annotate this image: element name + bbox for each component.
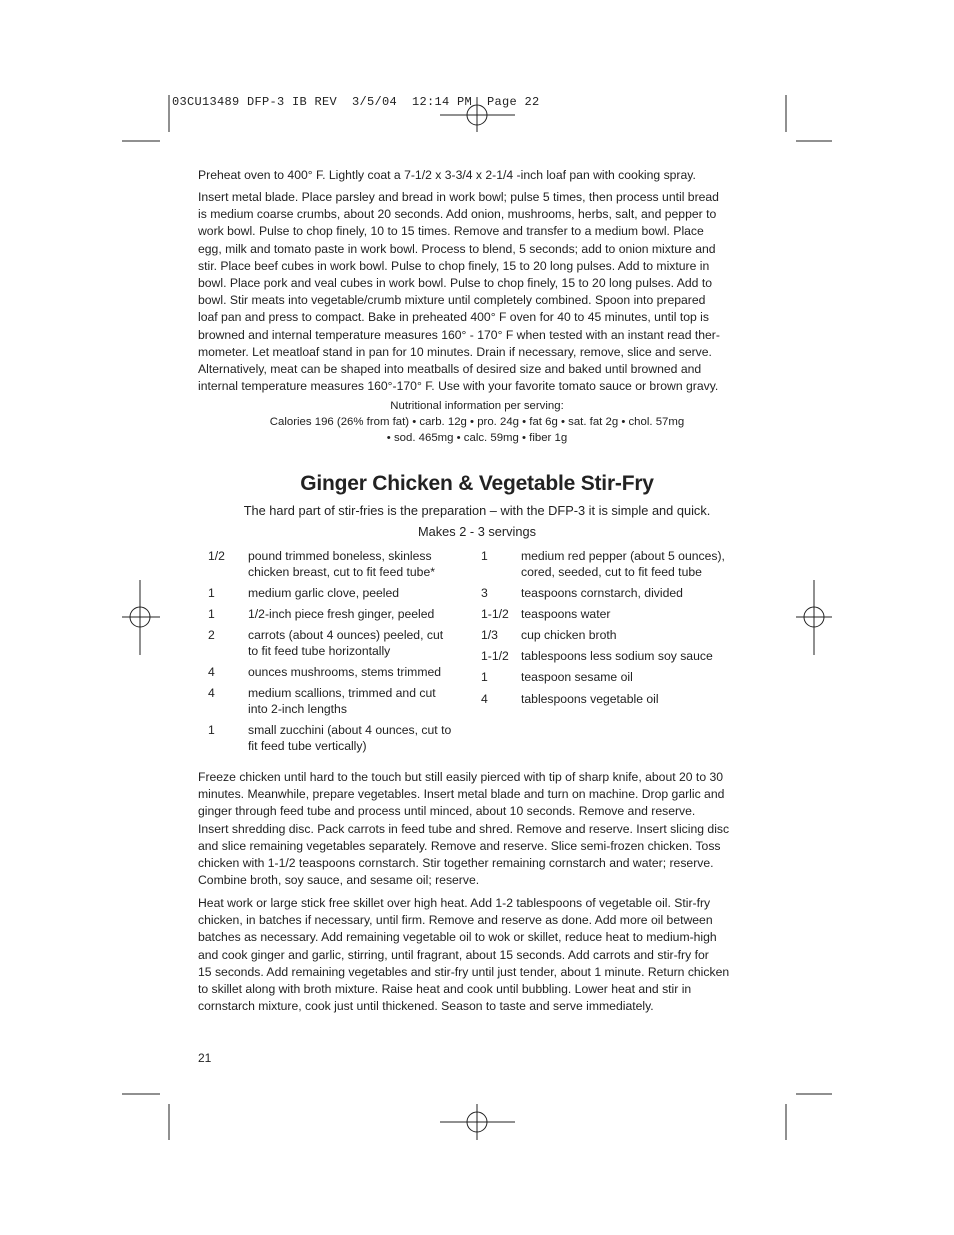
text-line: Freeze chicken until hard to the touch but still easily pierced with tip of sharp knife, about 20 to 30 <box>198 770 724 784</box>
text-line: and slice remaining vegetables separately. Remove and reserve. Slice semi-frozen chicken. Toss <box>198 838 721 853</box>
ingredient-description <box>248 607 434 623</box>
text-line: Alternatively, meat can be shaped into meatballs of desired size and baked until browned and <box>198 362 702 377</box>
ingredient-description <box>248 549 435 580</box>
ingredient-quantity: 1 <box>208 586 215 600</box>
ingredient-line: into 2-inch lengths <box>248 701 347 716</box>
ingredient-line: ounces mushrooms, stems trimmed <box>248 665 442 679</box>
ingredient-line: medium red pepper (about 5 ounces), <box>521 549 725 563</box>
text-line: ginger through feed tube and process until minced, about 10 seconds. Remove and reserve. <box>198 804 696 819</box>
ingredient-line: cored, seeded, cut to fit feed tube <box>521 564 702 579</box>
text-line: batches as necessary. Add remaining vegetable oil to wok or skillet, reduce heat to medium-high <box>198 930 717 945</box>
ingredient-quantity: 1-1/2 <box>481 649 509 663</box>
ingredient-description <box>521 549 725 580</box>
ingredient-quantity: 4 <box>208 686 215 700</box>
ingredient-item <box>208 723 478 753</box>
ingredient-quantity: 4 <box>481 692 488 706</box>
ingredient-line: 1/2-inch piece fresh ginger, peeled <box>248 607 435 621</box>
ingredient-quantity: 1 <box>481 670 488 684</box>
ingredient-description <box>521 692 659 708</box>
recipe-title: Ginger Chicken & Vegetable Stir-Fry <box>300 472 654 495</box>
recipe-yield: Makes 2 - 3 servings <box>417 524 537 539</box>
ingredient-line: teaspoons cornstarch, divided <box>521 586 683 600</box>
ingredient-description <box>521 586 683 602</box>
nutrition-info <box>198 399 756 446</box>
ingredient-line: chicken breast, cut to fit feed tube* <box>248 564 435 579</box>
text-line: mometer. Let meatloaf stand in pan for 10 minutes. Drain if necessary, remove, slice and serve. <box>198 344 712 359</box>
ingredient-line: medium scallions, trimmed and cut <box>248 686 436 700</box>
ingredient-quantity: 1 <box>208 723 215 737</box>
text-line: Insert shredding disc. Pack carrots in feed tube and shred. Remove and reserve. Insert slicing disc <box>198 821 730 836</box>
ingredient-quantity: 3 <box>481 586 488 600</box>
ingredient-description <box>248 686 436 717</box>
ingredient-item <box>208 586 478 602</box>
nutrition-line: Calories 196 (26% from fat) • carb. 12g • pro. 24g • fat 6g • sat. fat 2g • chol. 57mg <box>269 415 685 428</box>
ingredient-description <box>521 670 633 686</box>
ingredient-description <box>521 649 713 665</box>
ingredient-item <box>481 649 756 665</box>
ingredient-description <box>521 628 617 644</box>
ingredient-quantity: 1-1/2 <box>481 607 509 621</box>
ingredient-quantity: 1 <box>208 607 215 621</box>
text-line: cornstarch mixture, cook just until thickened. Season to taste and serve immediately. <box>198 999 654 1014</box>
text-line: stir. Place beef cubes in work bowl. Pulse to chop finely, 15 to 20 long pulses. Add to mixture in <box>198 258 710 273</box>
ingredient-description <box>248 586 399 602</box>
instructions-step-2 <box>198 895 758 1015</box>
text-line: browned and internal temperature measures 160° - 170° F when tested with an instant read ther- <box>198 327 720 342</box>
ingredient-line: cup chicken broth <box>521 628 617 642</box>
text-line: bowl. Place pork and veal cubes in work bowl. Pulse to chop finely, 15 to 20 long pulses. Add to <box>198 276 712 291</box>
recipe-subtitle: The hard part of stir-fries is the preparation – with the DFP-3 it is simple and quick. <box>243 503 711 518</box>
ingredient-item <box>481 549 756 579</box>
text-line: is medium coarse crumbs, about 20 seconds. Add onion, mushrooms, herbs, salt, and pepper to <box>198 207 717 222</box>
ingredient-line: small zucchini (about 4 ounces, cut to <box>248 723 452 737</box>
text-line: Heat work or large stick free skillet over high heat. Add 1-2 tablespoons of vegetable oil. Stir-fry <box>198 896 711 910</box>
nutrition-heading: Nutritional information per serving: <box>390 400 564 412</box>
ingredient-item <box>208 686 478 716</box>
ingredient-item <box>481 586 756 602</box>
meatloaf-instructions <box>198 189 758 395</box>
text-line: Combine broth, soy sauce, and sesame oil; reserve. <box>198 873 480 888</box>
text-line: to skillet along with broth mixture. Raise heat and cook until bubbling. Lower heat and stir in <box>198 982 692 997</box>
text-line: egg, milk and tomato paste in work bowl. Process to blend, 5 seconds; add to onion mixture and <box>198 241 716 256</box>
ingredient-description <box>521 607 610 623</box>
ingredient-line: pound trimmed boneless, skinless <box>248 549 432 563</box>
text-line: chicken, in batches if necessary, until firm. Remove and reserve as done. Add more oil between <box>198 913 713 928</box>
ingredient-item <box>481 607 756 623</box>
ingredient-line: to fit feed tube horizontally <box>248 643 391 658</box>
ingredient-line: carrots (about 4 ounces) peeled, cut <box>248 628 444 642</box>
text-line: and cook ginger and garlic, stirring, until fragrant, about 15 seconds. Add carrots and stir-fry for <box>198 947 709 962</box>
ingredient-description <box>248 665 441 681</box>
ingredient-description <box>248 628 443 659</box>
ingredient-item <box>481 692 756 708</box>
ingredient-item <box>208 607 478 623</box>
text-line: bowl. Stir meats into vegetable/crumb mixture until completely combined. Spoon into prepared <box>198 293 706 308</box>
ingredient-quantity: 1 <box>481 549 488 563</box>
text-line: work bowl. Pulse to chop finely, 10 to 15 times. Remove and transfer to a medium bowl. Place <box>198 224 704 239</box>
ingredient-quantity: 2 <box>208 628 215 642</box>
text-line: Insert metal blade. Place parsley and bread in work bowl; pulse 5 times, then process until bread <box>198 190 719 204</box>
ingredient-item <box>208 549 478 579</box>
instructions-step-1 <box>198 769 758 889</box>
text-line: 15 seconds. Add remaining vegetables and stir-fry until just tender, about 1 minute. Return chicken <box>198 964 730 979</box>
print-slug: 03CU13489 DFP-3 IB REV 3/5/04 12:14 PM Page 22 <box>172 95 540 109</box>
meatloaf-preheat: Preheat oven to 400° F. Lightly coat a 7-1/2 x 3-3/4 x 2-1/4 -inch loaf pan with cooking spray. <box>198 168 696 182</box>
nutrition-line: • sod. 465mg • calc. 59mg • fiber 1g <box>386 431 568 444</box>
text-line: internal temperature measures 160°-170° F. Use with your favorite tomato sauce or brown gravy. <box>198 379 719 394</box>
ingredient-line: tablespoons less sodium soy sauce <box>521 649 713 663</box>
ingredient-line: medium garlic clove, peeled <box>248 586 400 600</box>
ingredient-item <box>208 665 478 681</box>
ingredient-quantity: 1/2 <box>208 549 225 563</box>
ingredient-item <box>208 628 478 658</box>
text-line: chicken with 1-1/2 teaspoons cornstarch. Stir together remaining cornstarch and water; reserve. <box>198 856 714 871</box>
ingredient-line: teaspoon sesame oil <box>521 670 633 684</box>
text-line: minutes. Meanwhile, prepare vegetables. Insert metal blade and turn on machine. Drop garlic and <box>198 787 725 802</box>
ingredient-description <box>248 723 451 754</box>
text-line: loaf pan and press to compact. Bake in preheated 400° F oven for 40 to 45 minutes, until top is <box>198 310 709 325</box>
page-number: 21 <box>198 1051 212 1065</box>
ingredient-line: tablespoons vegetable oil <box>521 692 659 706</box>
ingredient-item <box>481 670 756 686</box>
ingredient-quantity: 1/3 <box>481 628 498 642</box>
ingredient-line: teaspoons water <box>521 607 611 621</box>
ingredient-quantity: 4 <box>208 665 215 679</box>
ingredient-item <box>481 628 756 644</box>
ingredient-line: fit feed tube vertically) <box>248 738 367 753</box>
